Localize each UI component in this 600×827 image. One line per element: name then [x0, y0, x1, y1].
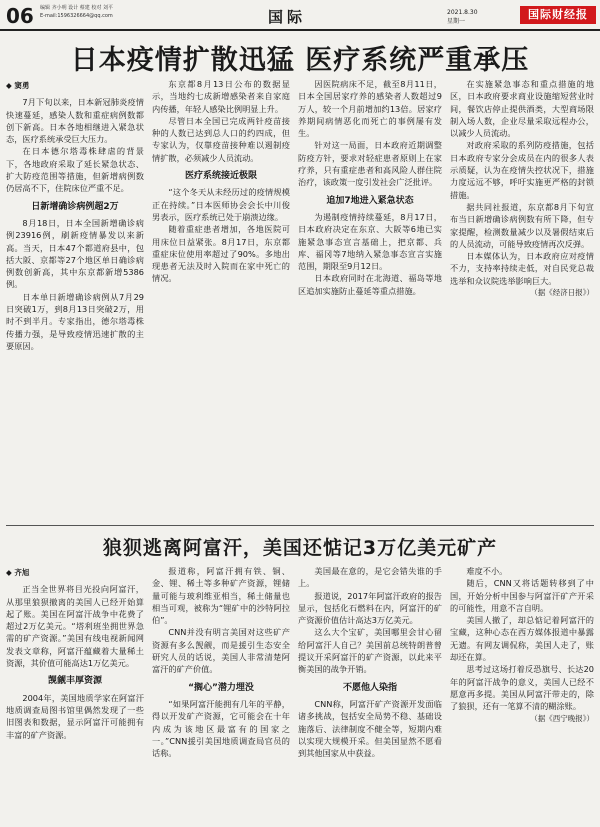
paragraph: 2004年，美国地质学家在阿富汗地质调查局图书馆里偶然发现了一些旧图表和数据，显示阿富汗可能拥有丰富的矿产资源。	[6, 692, 144, 740]
paragraph: “如果阿富汗能拥有几年的平静，得以开发矿产资源，它可能会在十年内成为该地区最富有的国家之一。”CNN援引美国地质调查局官员的话称。	[152, 698, 290, 759]
article-divider	[6, 525, 594, 526]
issue-weekday: 星期一	[447, 18, 466, 25]
article2-column-1	[6, 565, 144, 823]
subheading: “搁心”潜力埋没	[188, 682, 254, 693]
paragraph: 日本单日新增确诊病例从7月29日突破1万，到8月13日突破2万，用时不到半月。专家指出，德尔塔毒株传播力强，是导致疫情迅速扩散的主要原因。	[6, 291, 144, 351]
article2-column-4	[450, 565, 594, 823]
page-number: 06	[6, 4, 34, 28]
credits-line: 编辑 齐小明 设计 蔡建 校对 刘平	[40, 5, 113, 11]
paragraph: 正当全世界将目光投向阿富汗，从那里狼狈撤离的美国人已经开始算起了账。美国在阿富汗战争中花费了超过2万亿美元。“塔利班坐拥世界急需的矿产资源。”美国有线电视新闻网发表文章称，阿富汗蕴藏着大量稀土资源，其价值可能高达1万亿美元。	[6, 584, 144, 669]
paragraph: 这么大个宝矿，美国哪里会甘心留给阿富汗人自己？美国前总统特朗普曾提议开采阿富汗的矿产资源，以此来平衡美国的战争开销。	[298, 627, 442, 675]
paragraph: 报道说，2017年阿富汗政府的报告显示，包括化石燃料在内，阿富汗的矿产资源价值估计高达3万亿美元。	[298, 590, 442, 626]
paragraph: 在日本德尔塔毒株肆虐的背景下，各地政府采取了延长紧急状态、扩大防疫范围等措施，但新增病例数仍居高不下，住院床位严重不足。	[6, 146, 144, 194]
paragraph: 思考过这场打着反恐旗号、长达20年的阿富汗战争的意义，美国人已经不愿意再多提。美国从阿富汗带走的，除了狼狈，还有一笔算不清的糊涂账。	[450, 664, 594, 712]
article-source: （据《经济日报》）	[530, 288, 594, 298]
article2-headline: 狼狈逃离阿富汗，美国还惦记3万亿美元矿产	[102, 537, 498, 559]
article2-column-3	[298, 565, 442, 823]
article1-column-1	[6, 78, 144, 520]
paragraph: CNN称，阿富汗矿产资源开发面临诸多挑战，包括安全局势不稳、基础设施落后、法律制度不健全等，短期内难以实现大规模开采。但美国显然不愿看到其他国家从中获益。	[298, 698, 442, 759]
subheading: 医疗系统接近极限	[184, 171, 257, 182]
article2-byline: ◆ 齐旭	[6, 568, 30, 577]
paragraph: 日本媒体认为，日本政府应对疫情不力，支持率持续走低，对自民党总裁选举和众议院选举影响巨大。	[450, 251, 594, 286]
paragraph: 美国最在意的，是它会错失谁的手上。	[298, 566, 442, 589]
subheading: 不愿他人染指	[342, 682, 397, 693]
paragraph: 7月下旬以来，日本新冠肺炎疫情快速蔓延，感染人数和重症病例数都创下新高。日本各地相继进入紧急状态，医疗系统承受巨大压力。	[6, 97, 144, 145]
paragraph: 为遏制疫情持续蔓延，8月17日，日本政府决定在东京、大阪等6地已实施紧急事态宣言基础上，把京都、兵库、福冈等7地纳入紧急事态宣言实施范围，期限至9月12日。	[298, 211, 442, 272]
paragraph: 随着重症患者增加，各地医院可用床位日益紧张。8月17日，东京都重症床位使用率超过了90%。多地出现患者无法及时入院而在家中死亡的情况。	[152, 224, 290, 284]
article-source: （据《西宁晚报》）	[530, 713, 594, 723]
paragraph: 随后，CNN又将话题转移到了中国，开始分析中国参与阿富汗矿产开采的可能性，用意不言自明。	[450, 578, 594, 613]
article1-column-3	[298, 78, 442, 520]
paragraph: 在实施紧急事态和重点措施的地区，日本政府要求商业设施缩短营业时间，餐饮店停止提供酒类，大型商场限制入场人数，企业尽量采取远程办公，以减少人员流动。	[450, 79, 594, 139]
paragraph: 8月18日，日本全国新增确诊病例23916例，刷新疫情暴发以来新高。当天，日本47个都道府县中，包括大阪、京都等27个地区单日确诊病例数创新高，其中东京都新增5386例。	[6, 217, 144, 290]
paragraph: 难度不小。	[466, 566, 508, 576]
article1-headline: 日本疫情扩散迅猛 医疗系统严重承压	[70, 45, 530, 76]
paragraph: 针对这一局面，日本政府近期调整防疫方针，要求对轻症患者原则上在家疗养，只有重症患者和高风险人群住院治疗，该政策一度引发社会广泛批评。	[298, 140, 442, 188]
subheading: 觊觎丰厚资源	[47, 676, 102, 687]
paragraph: 日本政府同时在北海道、福岛等地区追加实施防止蔓延等重点措施。	[298, 273, 442, 296]
article1-column-2	[152, 78, 290, 520]
editor-credits	[40, 4, 170, 20]
article2-column-2	[152, 565, 290, 823]
paragraph: 尽管日本全国已完成两针疫苗接种的人数已达到总人口的约四成，但专家认为，仅靠疫苗接种难以遏制疫情扩散，必须减少人员流动。	[152, 115, 290, 163]
paragraph: 对政府采取的系列防疫措施，包括日本政府专家分会成员在内的很多人表示质疑，认为在疫情失控状况下，措施力度远远不够，呼吁实施更严格的封锁措施。	[450, 140, 594, 200]
paragraph: 据共同社报道，东京都8月下旬宣布当日新增确诊病例数有所下降，但专家提醒，检测数量减少以及暑假结束后的人员流动，可能导致疫情再次反弹。	[450, 201, 594, 249]
paragraph: CNN并没有明言美国对这些矿产资源有多么觊觎，而是援引生态安全研究人员的话说，美国人非常清楚阿富汗的矿产价值。	[152, 627, 290, 675]
paper-logo: 国际财经报	[520, 6, 596, 24]
header-rule	[0, 29, 600, 31]
paragraph: “这个冬天从未经历过的疫情规模正在持续。”日本医师协会会长中川俊男表示，医疗系统已处于崩溃边缘。	[152, 187, 290, 222]
section-title: 国际	[268, 8, 307, 26]
subheading: 追加7地进入紧急状态	[326, 195, 414, 206]
masthead	[0, 0, 600, 36]
paragraph: 因医院病床不足，截至8月11日，日本全国居家疗养的感染者人数超过9万人，较一个月前增加约13倍。居家疗养期间病情恶化而死亡的事例屡有发生。	[298, 79, 442, 139]
paragraph: 东京都8月13日公布的数据显示，当地约七成新增感染者来自家庭内传播，年轻人感染比例明显上升。	[152, 79, 290, 114]
dateline	[447, 8, 478, 26]
article1-column-4	[450, 78, 594, 520]
paragraph: 报道称，阿富汗拥有铁、铜、金、锂、稀土等多种矿产资源，锂储量可能与玻利维亚相当，稀土储量也相当可观，被称为“锂矿中的沙特阿拉伯”。	[152, 566, 290, 626]
email-line: E-mail:1596326664@qq.com	[40, 13, 113, 19]
paragraph: 美国人撤了，却总惦记着阿富汗的宝藏，这种心态在西方媒体报道中暴露无遗。有网友调侃称，美国人走了，账却还在算。	[450, 615, 594, 663]
article1-byline: ◆ 窦勇	[6, 81, 30, 90]
issue-date: 2021.8.30	[447, 9, 478, 16]
subheading: 日新增确诊病例超2万	[31, 201, 119, 212]
